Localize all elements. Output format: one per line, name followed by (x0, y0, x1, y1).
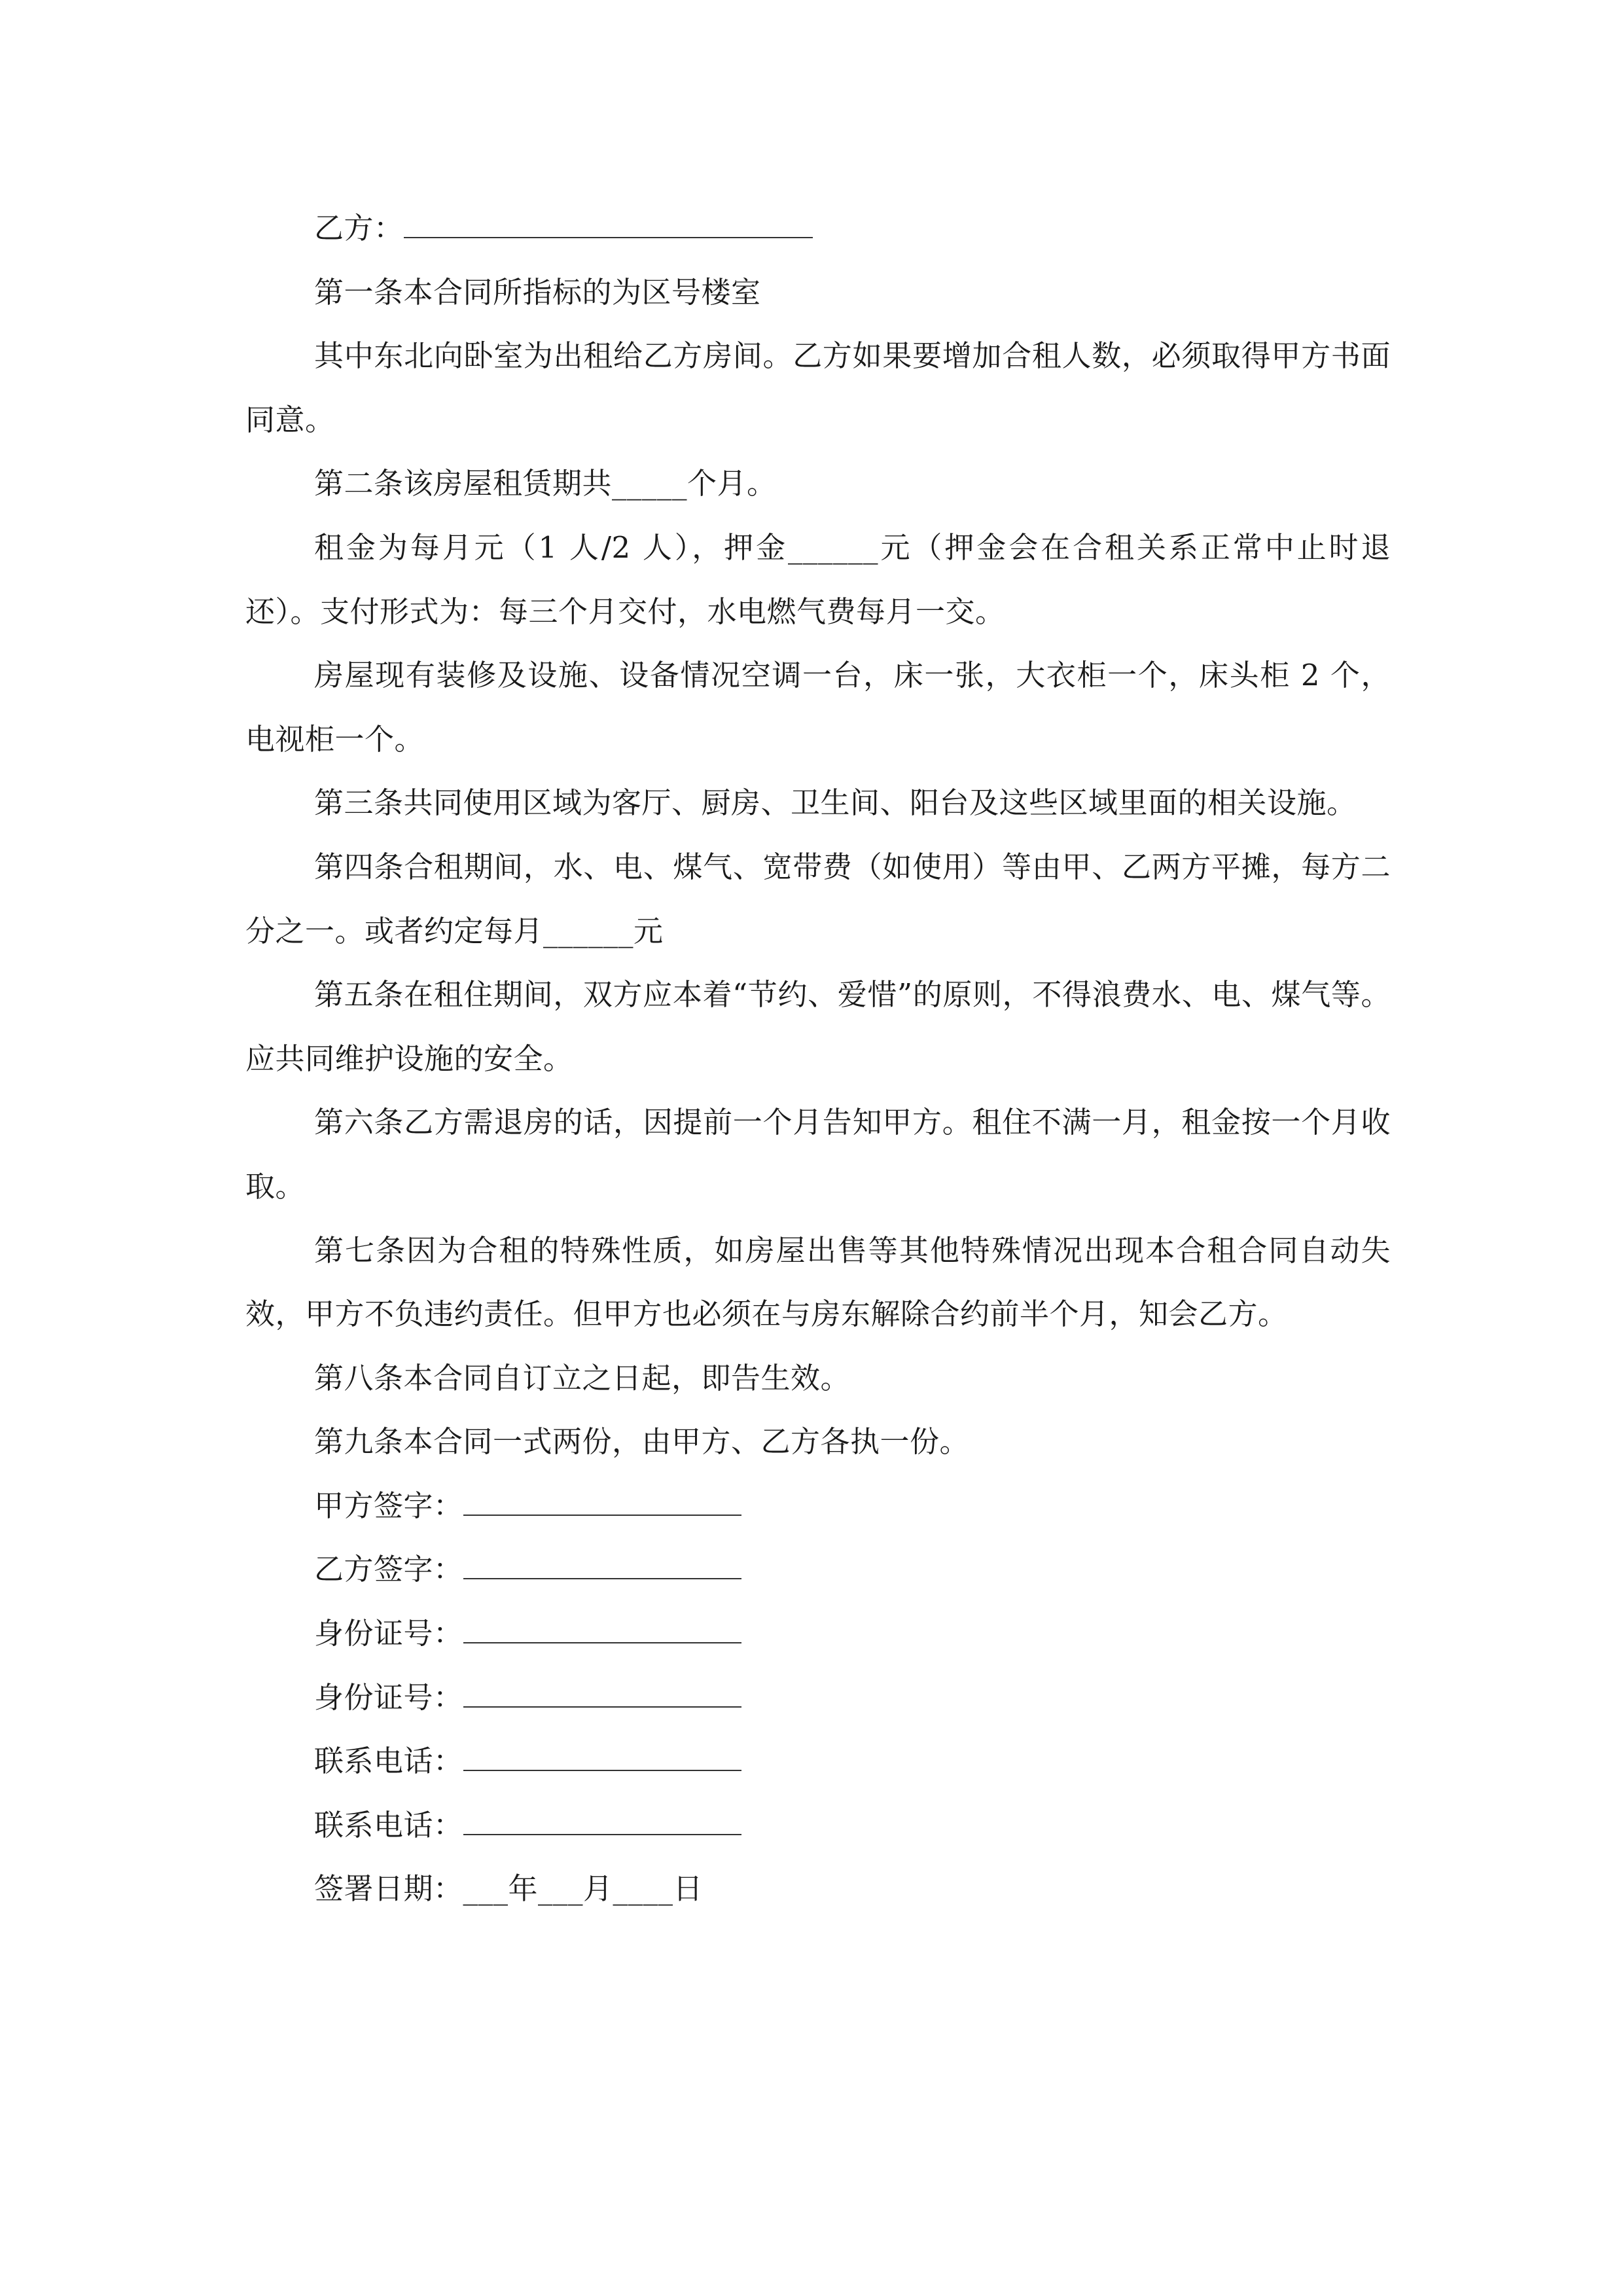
rent-blank: ______ (788, 529, 879, 565)
signature-blank (463, 1706, 741, 1708)
signature-blank (463, 1833, 741, 1835)
clause-4-blank: ______ (543, 913, 634, 948)
rent-after: 元（押金会在合租关系正常中止时退还）。支付形式为：每三个月交付，水电燃气费每月一交。 (245, 529, 1391, 629)
clause-7: 第七条因为合租的特殊性质，如房屋出售等其他特殊情况出现本合租合同自动失效，甲方不负违约责任。但甲方也必须在与房东解除合约前半个月，知会乙方。 (245, 1232, 1391, 1332)
clause-2-blank: _____ (612, 466, 688, 501)
signature-party-b (245, 1537, 1391, 1602)
clause-4-after: 元 (633, 913, 664, 948)
day-unit: 日 (673, 1871, 704, 1907)
id-number-a (245, 1602, 1391, 1666)
signature-label: 联系电话： (314, 1807, 463, 1842)
clause-4 (245, 835, 1391, 963)
clause-5: 第五条在租住期间，双方应本着“节约、爱惜”的原则，不得浪费水、电、煤气等。应共同维护设施的安全。 (245, 977, 1391, 1076)
year-unit: 年 (508, 1871, 539, 1907)
signature-party-a (245, 1474, 1391, 1538)
clause-1: 第一条本合同所指标的为区号楼室 (314, 274, 761, 310)
phone-b (245, 1793, 1391, 1857)
signature-label: 联系电话： (314, 1744, 463, 1779)
contract-body (245, 196, 1391, 1921)
day-blank: ____ (613, 1871, 673, 1907)
signature-blank (463, 1769, 741, 1771)
clause-8: 第八条本合同自订立之日起，即告生效。 (314, 1360, 851, 1395)
party-b-blank (404, 236, 813, 238)
signature-blank (463, 1577, 741, 1579)
year-blank: ___ (463, 1871, 508, 1907)
clause-6: 第六条乙方需退房的话，因提前一个月告知甲方。租住不满一月，租金按一个月收取。 (245, 1105, 1391, 1204)
party-b-line (245, 196, 1391, 260)
clause-2 (245, 452, 1391, 516)
party-b-label: 乙方： (314, 211, 404, 245)
signature-label: 甲方签字： (314, 1488, 463, 1523)
signature-label: 身份证号： (314, 1616, 463, 1651)
signature-blank (463, 1514, 741, 1516)
signature-label: 乙方签字： (314, 1552, 463, 1587)
rent-before: 租金为每月元（1 人/2 人），押金 (314, 529, 789, 565)
phone-a (245, 1729, 1391, 1793)
month-blank: ___ (538, 1871, 584, 1907)
id-number-b (245, 1666, 1391, 1730)
clause-9: 第九条本合同一式两份，由甲方、乙方各执一份。 (314, 1424, 970, 1460)
signature-blank (463, 1641, 741, 1643)
facilities-paragraph: 房屋现有装修及设施、设备情况空调一台，床一张，大衣柜一个，床头柜 2 个，电视柜一个。 (245, 658, 1391, 757)
clause-4-before: 第四条合租期间，水、电、煤气、宽带费（如使用）等由甲、乙两方平摊，每方二分之一。或者约定每月 (245, 849, 1391, 948)
date-label: 签署日期： (314, 1871, 463, 1907)
month-unit: 月 (583, 1871, 613, 1907)
signing-date (245, 1857, 1391, 1921)
signature-label: 身份证号： (314, 1679, 463, 1715)
clause-2-after: 个月。 (687, 466, 777, 501)
clause-3: 第三条共同使用区域为客厅、厨房、卫生间、阳台及这些区域里面的相关设施。 (314, 785, 1357, 821)
rent-paragraph (245, 516, 1391, 643)
clause-2-before: 第二条该房屋租赁期共 (314, 466, 613, 501)
clause-1-detail: 其中东北向卧室为出租给乙方房间。乙方如果要增加合租人数，必须取得甲方书面同意。 (245, 338, 1391, 437)
